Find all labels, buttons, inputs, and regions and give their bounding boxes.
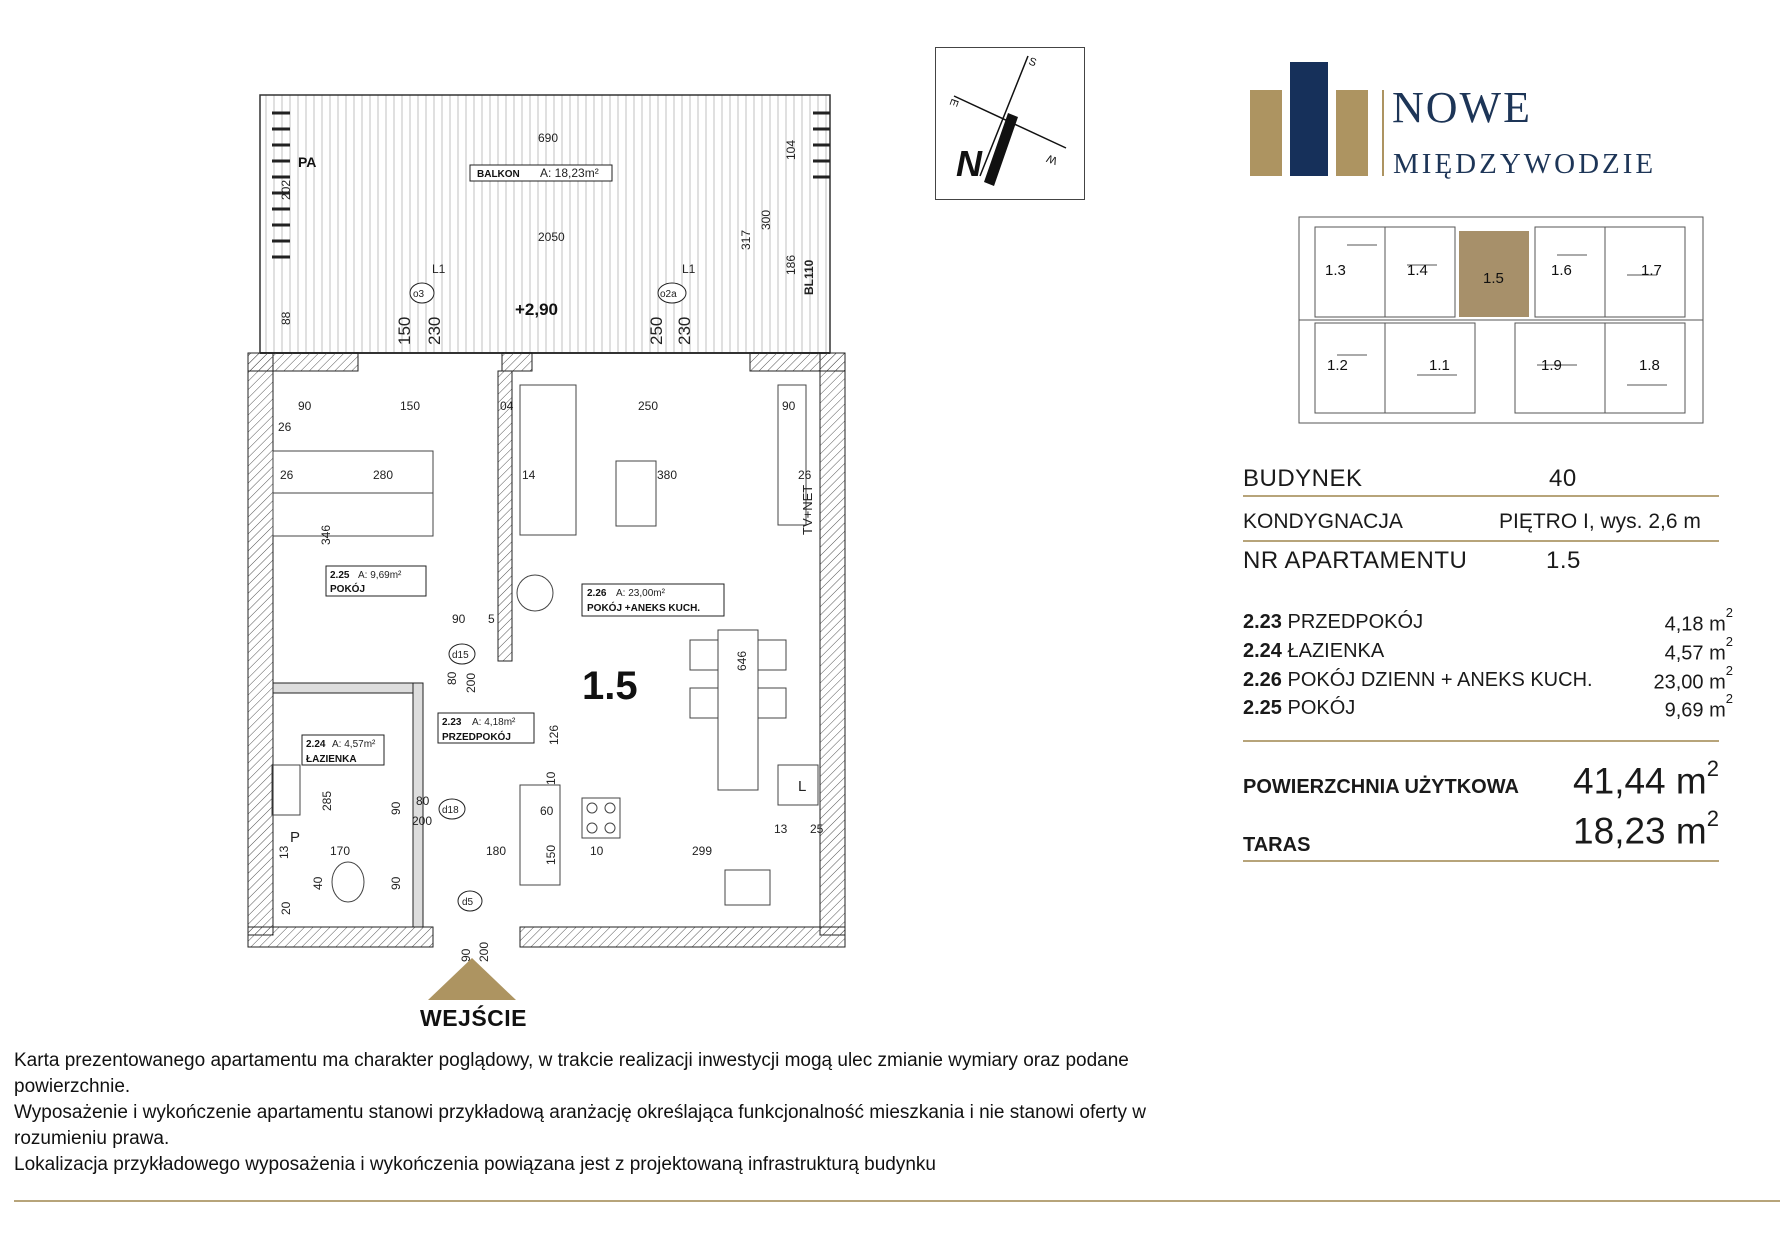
apartment-number-label: 1.5	[582, 664, 638, 708]
logo-line-2: MIĘDZYWODZIE	[1393, 148, 1657, 180]
svg-text:POKÓJ +ANEKS KUCH.: POKÓJ +ANEKS KUCH.	[587, 603, 701, 614]
svg-text:200: 200	[477, 941, 491, 962]
svg-text:25: 25	[810, 822, 824, 836]
svg-text:5: 5	[488, 612, 495, 626]
pa-label: PA	[298, 154, 317, 170]
svg-text:690: 690	[538, 131, 559, 145]
svg-text:170: 170	[330, 844, 351, 858]
svg-text:250: 250	[638, 399, 659, 413]
compass	[935, 47, 1085, 200]
svg-text:646: 646	[735, 650, 749, 671]
svg-text:280: 280	[373, 468, 394, 482]
divider	[1243, 495, 1719, 497]
svg-text:90: 90	[459, 948, 473, 962]
room-row: 2.26 POKÓJ DZIENN + ANEKS KUCH. 23,00 $m^2$	[1243, 663, 1733, 694]
svg-text:60: 60	[540, 804, 554, 818]
svg-text:10: 10	[590, 844, 604, 858]
svg-text:300: 300	[759, 209, 773, 230]
svg-text:A: 4,57m²: A: 4,57m²	[332, 739, 376, 750]
level-mark: +2,90	[515, 300, 559, 319]
svg-text:90: 90	[389, 801, 403, 815]
floor-plan	[230, 85, 860, 962]
svg-text:d15: d15	[452, 650, 469, 661]
svg-text:1.5: 1.5	[1483, 270, 1504, 287]
svg-text:150: 150	[395, 316, 414, 345]
logo-bar-center	[1290, 62, 1328, 176]
svg-text:13: 13	[774, 822, 788, 836]
svg-text:PRZEDPOKÓJ: PRZEDPOKÓJ	[442, 732, 511, 743]
svg-text:230: 230	[675, 316, 694, 345]
svg-text:P: P	[290, 829, 301, 846]
svg-text:o3: o3	[413, 289, 425, 300]
svg-text:380: 380	[657, 468, 678, 482]
svg-text:1.3: 1.3	[1325, 262, 1346, 279]
logo-bar-left	[1250, 90, 1282, 176]
svg-text:150: 150	[544, 844, 558, 865]
svg-text:2.24: 2.24	[306, 739, 326, 750]
svg-text:POKÓJ: POKÓJ	[330, 584, 366, 595]
divider	[1243, 540, 1719, 542]
svg-text:126: 126	[547, 724, 561, 745]
svg-text:E: E	[946, 96, 961, 108]
floor-label: KONDYGNACJA	[1243, 510, 1403, 533]
usable-area-row	[1243, 756, 1719, 804]
svg-text:346: 346	[319, 524, 333, 545]
svg-text:1.2: 1.2	[1327, 357, 1348, 374]
svg-text:80: 80	[416, 794, 430, 808]
balcony-label: BALKON	[477, 169, 520, 180]
svg-text:A: 9,69m²: A: 9,69m²	[358, 570, 402, 581]
room-row: 2.24 ŁAZIENKA 4,57 $m^2$	[1243, 634, 1733, 665]
svg-text:10: 10	[544, 771, 558, 785]
terrace-value: 18,23 $m^2$	[1573, 806, 1719, 852]
svg-text:L1: L1	[432, 262, 446, 276]
svg-text:1.4: 1.4	[1407, 262, 1428, 279]
svg-text:1.8: 1.8	[1639, 357, 1660, 374]
svg-text:S: S	[1026, 55, 1038, 70]
disclaimer-paragraph: Lokalizacja przykładowego wyposażenia i wykończenia powiązana jest z projektowaną infrastrukturą budynku	[14, 1154, 937, 1175]
svg-text:1.7: 1.7	[1641, 262, 1662, 279]
disclaimer-paragraph: Karta prezentowanego apartamentu ma charakter poglądowy, w trakcie realizacji inwestycji mogą ulec zmianie wymiary oraz podane powierzchnie.	[14, 1050, 1129, 1097]
furniture	[272, 385, 818, 905]
svg-text:200: 200	[464, 672, 478, 693]
svg-text:A: 4,18m²: A: 4,18m²	[472, 717, 516, 728]
divider	[1243, 740, 1719, 742]
svg-text:26: 26	[278, 420, 292, 434]
logo-bar-right	[1336, 90, 1368, 176]
room-row: 2.25 POKÓJ 9,69 $m^2$	[1243, 691, 1733, 722]
svg-text:14: 14	[522, 468, 536, 482]
svg-text:1.6: 1.6	[1551, 262, 1572, 279]
svg-text:150: 150	[400, 399, 421, 413]
svg-text:W: W	[1045, 151, 1060, 167]
key-plan	[1297, 205, 1707, 437]
usable-area-label: POWIERZCHNIA UŻYTKOWA	[1243, 776, 1519, 798]
svg-text:40: 40	[311, 876, 325, 890]
compass-icon	[936, 48, 1084, 199]
svg-text:90: 90	[389, 876, 403, 890]
svg-text:1.9: 1.9	[1541, 357, 1562, 374]
terrace-row	[1243, 806, 1719, 856]
usable-area-value: 41,44 $m^2$	[1573, 756, 1719, 802]
svg-text:20: 20	[279, 901, 293, 915]
entrance-label: WEJŚCIE	[420, 1005, 528, 1031]
svg-text:180: 180	[486, 844, 507, 858]
svg-text:d18: d18	[442, 805, 459, 816]
svg-text:26: 26	[798, 468, 812, 482]
balcony-area: A: 18,23m²	[540, 166, 599, 180]
svg-text:04: 04	[500, 399, 514, 413]
logo-line-1: NOWE	[1392, 83, 1532, 132]
svg-text:230: 230	[425, 316, 444, 345]
room-labels	[302, 566, 724, 765]
svg-text:202: 202	[279, 179, 293, 200]
divider	[1243, 860, 1719, 862]
svg-text:2.26: 2.26	[587, 588, 607, 599]
svg-text:250: 250	[647, 316, 666, 345]
logo-divider	[1382, 90, 1384, 176]
svg-text:299: 299	[692, 844, 713, 858]
svg-text:1.1: 1.1	[1429, 357, 1450, 374]
svg-text:200: 200	[412, 814, 433, 828]
floor-row	[1243, 510, 1719, 534]
floor-value: PIĘTRO I, wys. 2,6 m	[1499, 510, 1701, 533]
svg-text:88: 88	[279, 311, 293, 325]
logo	[1250, 60, 1690, 190]
svg-text:d5: d5	[462, 897, 474, 908]
svg-text:2050: 2050	[538, 230, 565, 244]
svg-text:BL110: BL110	[802, 259, 816, 295]
apartment-row	[1243, 547, 1719, 575]
svg-text:90: 90	[452, 612, 466, 626]
disclaimer	[14, 1048, 1244, 1178]
svg-text:317: 317	[739, 229, 753, 250]
svg-text:o2a: o2a	[660, 289, 677, 300]
svg-text:26: 26	[280, 468, 294, 482]
svg-text:90: 90	[782, 399, 796, 413]
svg-text:80: 80	[445, 671, 459, 685]
svg-text:13: 13	[277, 845, 291, 859]
svg-text:104: 104	[784, 139, 798, 160]
svg-text:ŁAZIENKA: ŁAZIENKA	[306, 754, 357, 765]
svg-text:L1: L1	[682, 262, 696, 276]
svg-text:A: 23,00m²: A: 23,00m²	[616, 588, 665, 599]
svg-text:L: L	[798, 778, 807, 795]
building-value: 40	[1549, 465, 1577, 492]
disclaimer-paragraph: Wyposażenie i wykończenie apartamentu stanowi przykładową aranżację określająca funkcjonalność mieszkania i nie stanowi oferty w rozumieniu prawa.	[14, 1102, 1146, 1149]
svg-text:TV+NET: TV+NET	[800, 484, 815, 535]
apartment-value: 1.5	[1546, 547, 1581, 574]
terrace-label: TARAS	[1243, 834, 1311, 856]
svg-text:N: N	[956, 143, 982, 184]
building-label: BUDYNEK	[1243, 465, 1363, 492]
svg-text:285: 285	[320, 790, 334, 811]
svg-text:2.23: 2.23	[442, 717, 462, 728]
bottom-divider	[14, 1200, 1780, 1202]
room-row: 2.23 PRZEDPOKÓJ 4,18 $m^2$	[1243, 605, 1733, 636]
building-row	[1243, 465, 1719, 493]
entrance-arrow-icon	[428, 958, 516, 1000]
svg-text:2.25: 2.25	[330, 570, 350, 581]
apartment-label: NR APARTAMENTU	[1243, 547, 1468, 574]
svg-text:90: 90	[298, 399, 312, 413]
svg-text:186: 186	[784, 254, 798, 275]
